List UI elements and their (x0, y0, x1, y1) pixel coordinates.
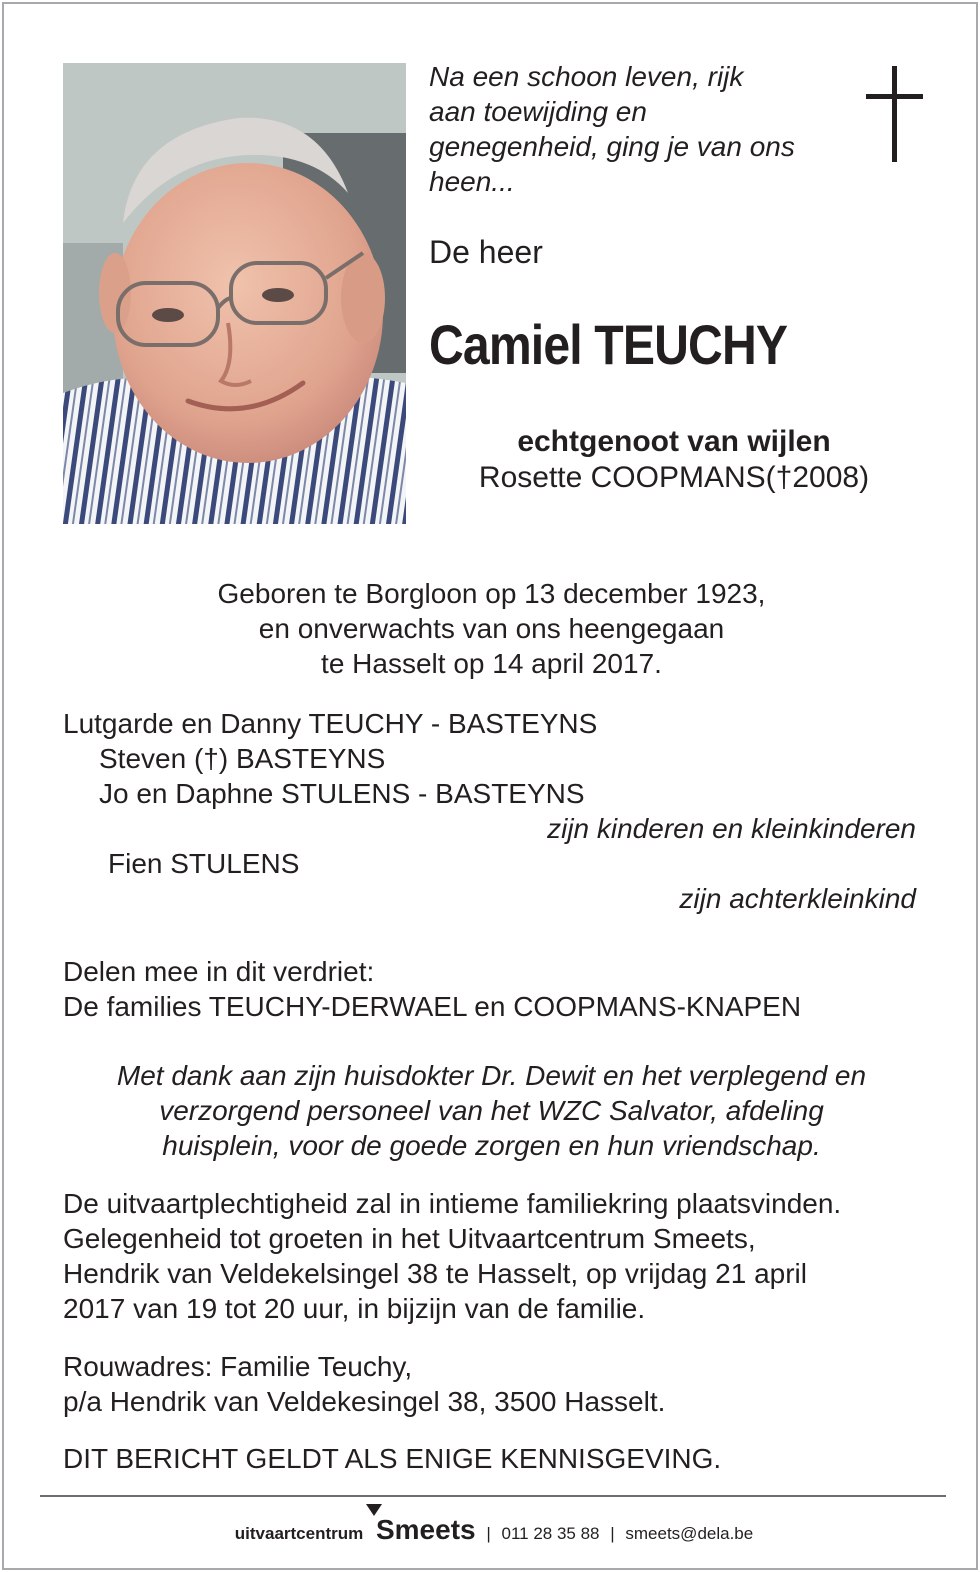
spouse-line: echtgenoot van wijlen (517, 425, 831, 458)
thanks-line: Met dank aan zijn huisdokter Dr. Dewit en het verplegend en (116, 1060, 867, 1091)
family-line: Fien STULENS (108, 848, 300, 879)
footer (4, 1514, 980, 1546)
mourning-address (63, 1349, 665, 1419)
ceremony-line: 2017 van 19 tot 20 uur, in bijzijn van de familie. (63, 1293, 646, 1324)
thanks-line: verzorgend personeel van het WZC Salvator, afdeling (159, 1095, 824, 1126)
ceremony-line: Gelegenheid tot groeten in het Uitvaartcentrum Smeets, (63, 1223, 756, 1254)
family-line: Jo en Daphne STULENS - BASTEYNS (99, 778, 585, 809)
footer-separator: | (610, 1524, 615, 1543)
family-role: zijn kinderen en kleinkinderen (547, 813, 916, 844)
brand-prefix: uitvaartcentrum (234, 1524, 364, 1543)
spouse-line: Rosette COOPMANS(†2008) (478, 461, 870, 494)
thanks-section (64, 1058, 919, 1163)
family-role: zijn achterkleinkind (679, 883, 916, 914)
footer-divider (40, 1495, 946, 1497)
ceremony-section (63, 1186, 943, 1326)
footer-email: smeets@dela.be (625, 1524, 754, 1543)
poem-line: heen... (429, 166, 515, 197)
ceremony-line: De uitvaartplechtigheid zal in intieme familiekring plaatsvinden. (63, 1188, 842, 1219)
address-line: Rouwadres: Familie Teuchy, (63, 1351, 413, 1382)
birth-line: Geboren te Borgloon op 13 december 1923, (217, 578, 766, 609)
birth-line: te Hasselt op 14 april 2017. (321, 648, 662, 679)
title-prefix: De heer (429, 234, 543, 270)
address-line: p/a Hendrik van Veldekesingel 38, 3500 Hasselt. (63, 1386, 666, 1417)
grief-section (63, 954, 801, 1024)
brand-name: Smeets (375, 1514, 476, 1545)
spouse-info (429, 424, 919, 496)
birth-death-info (64, 576, 919, 681)
family-line: Steven (†) BASTEYNS (99, 743, 386, 774)
poem-line: Na een schoon leven, rijk (429, 61, 744, 92)
cross-icon (866, 66, 924, 164)
notice-text: DIT BERICHT GELDT ALS ENIGE KENNISGEVING. (63, 1443, 722, 1474)
family-line: Lutgarde en Danny TEUCHY - BASTEYNS (63, 708, 598, 739)
ceremony-line: Hendrik van Veldekelsingel 38 te Hasselt, op vrijdag 21 april (63, 1258, 807, 1289)
portrait-photo (63, 63, 406, 524)
grief-line: Delen mee in dit verdriet: (63, 956, 375, 987)
grief-line: De families TEUCHY-DERWAEL en COOPMANS-KNAPEN (63, 991, 802, 1022)
footer-phone: 011 28 35 88 (501, 1524, 600, 1543)
thanks-line: huisplein, voor de goede zorgen en hun vriendschap. (162, 1130, 821, 1161)
obituary-card (2, 2, 978, 1570)
poem (429, 59, 849, 199)
deceased-name: Camiel TEUCHY (429, 313, 788, 376)
footer-separator: | (486, 1524, 491, 1543)
poem-line: aan toewijding en (429, 96, 647, 127)
birth-line: en onverwachts van ons heengegaan (258, 613, 725, 644)
poem-line: genegenheid, ging je van ons (429, 131, 795, 162)
